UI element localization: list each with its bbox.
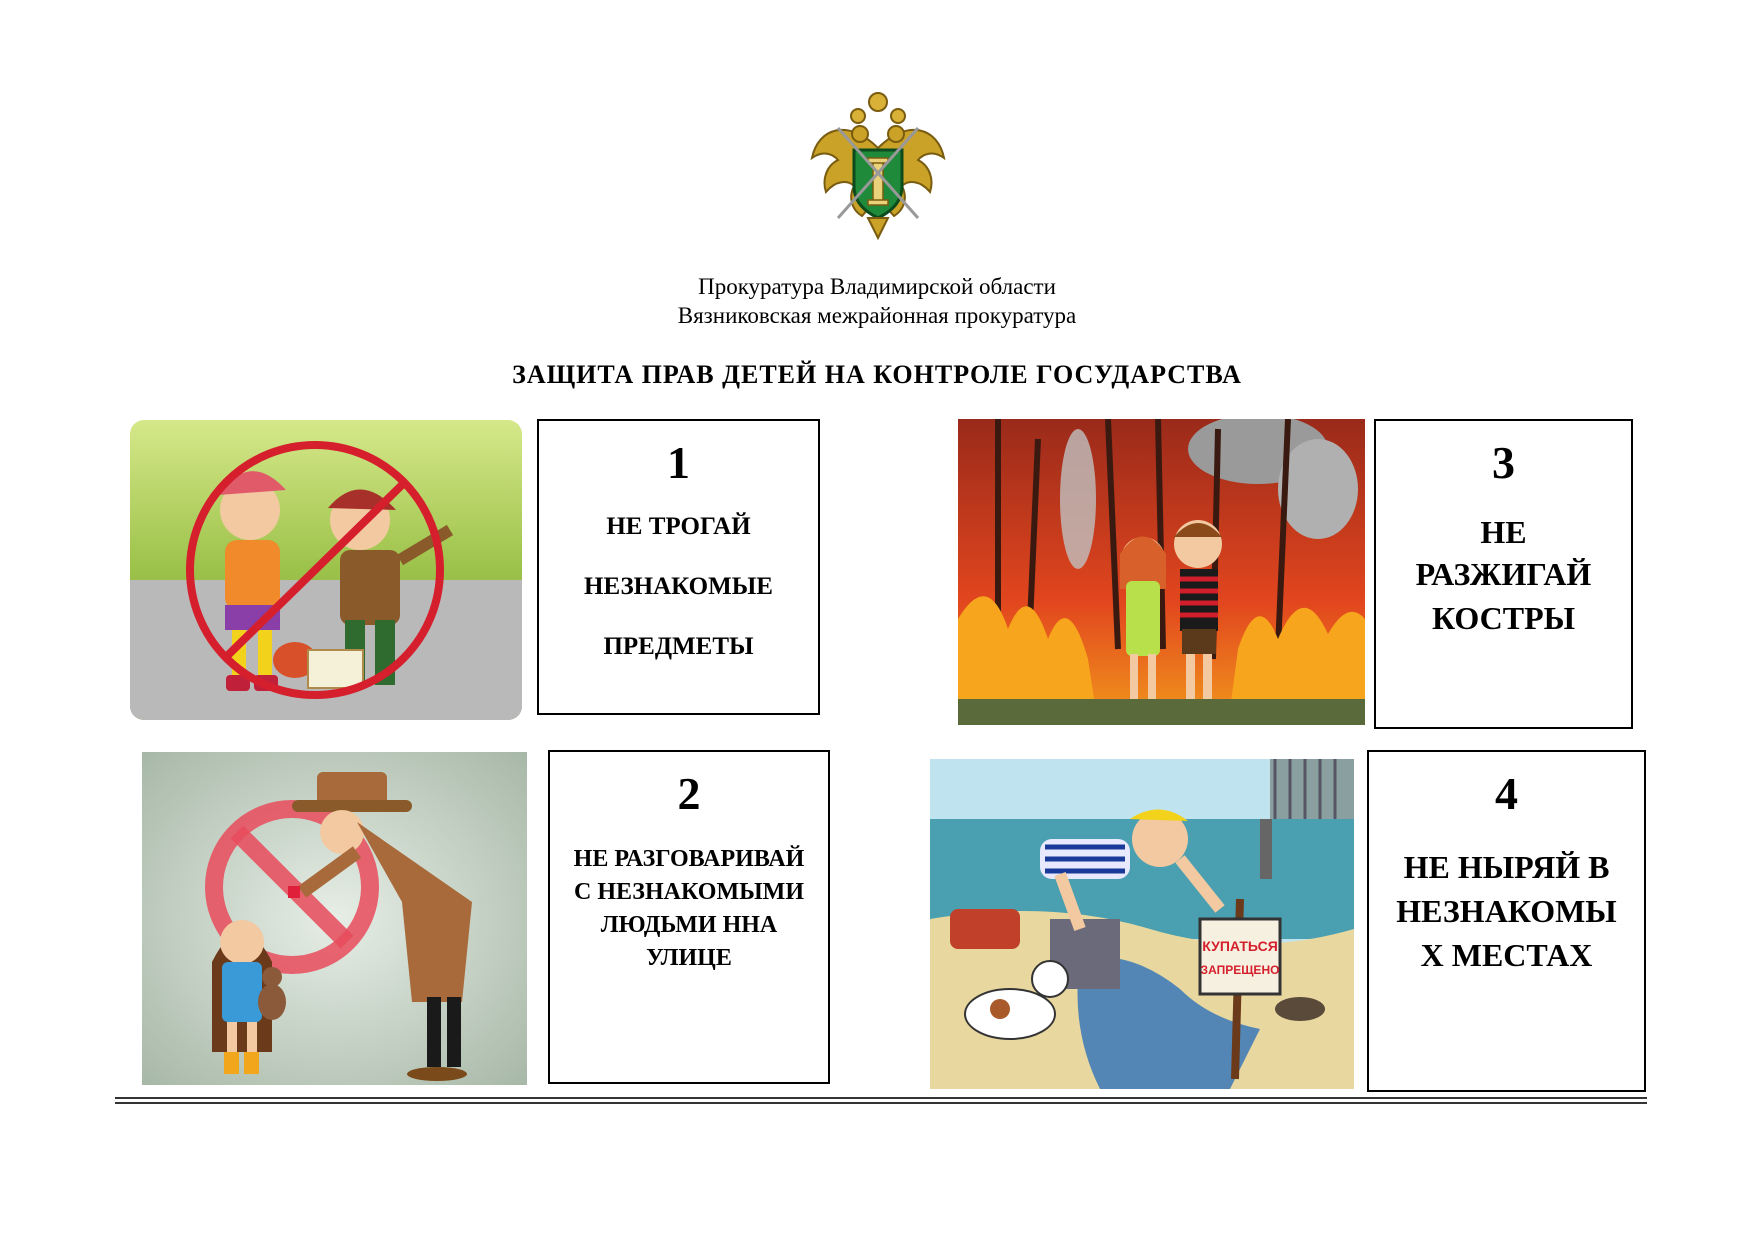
bottom-divider-bottom xyxy=(115,1102,1647,1104)
header-line-2: Вязниковская межрайонная прокуратура xyxy=(677,303,1077,328)
rule-text-1-line-2: НЕЗНАКОМЫЕ xyxy=(584,573,773,600)
bottom-divider-top xyxy=(115,1097,1647,1099)
rule-number-1: 1 xyxy=(667,437,690,488)
illustration-no-diving xyxy=(930,759,1354,1089)
rule-text-3-line-2: РАЗЖИГАЙ xyxy=(1415,556,1592,592)
sign-line-1: КУПАТЬСЯ xyxy=(1202,938,1278,954)
header-line-1: Прокуратура Владимирской области xyxy=(698,274,1056,299)
rule-text-3-line-3: КОСТРЫ xyxy=(1431,600,1576,636)
rule-text-4-line-3: Х МЕСТАХ xyxy=(1420,937,1593,973)
rule-card-3 xyxy=(1374,419,1633,729)
prosecutor-emblem xyxy=(808,88,948,243)
rule-text-2-line-1: НЕ РАЗГОВАРИВАЙ xyxy=(573,846,805,872)
rule-number-3: 3 xyxy=(1492,437,1515,488)
rule-text-1-line-3: ПРЕДМЕТЫ xyxy=(603,633,754,660)
rule-card-4 xyxy=(1367,750,1646,1092)
rule-card-1 xyxy=(537,419,820,715)
sign-line-2: ЗАПРЕЩЕНО xyxy=(1200,963,1280,977)
rule-text-4-line-1: НЕ НЫРЯЙ В xyxy=(1403,849,1610,885)
rule-number-2: 2 xyxy=(677,768,701,819)
illustration-unknown-objects xyxy=(130,420,522,720)
rule-text-2-line-3: ЛЮДЬМИ ННА xyxy=(600,912,778,938)
rule-number-4: 4 xyxy=(1495,768,1518,819)
rule-text-2-line-4: УЛИЦЕ xyxy=(646,945,732,971)
illustration-forest-fire xyxy=(958,419,1365,725)
rule-card-2 xyxy=(548,750,830,1084)
page-title: ЗАЩИТА ПРАВ ДЕТЕЙ НА КОНТРОЛЕ ГОСУДАРСТВА xyxy=(512,360,1242,389)
rule-text-4-line-2: НЕЗНАКОМЫ xyxy=(1396,893,1617,929)
rule-text-2-line-2: С НЕЗНАКОМЫМИ xyxy=(574,879,804,905)
illustration-stranger-candy xyxy=(142,752,527,1085)
rule-text-3-line-1: НЕ xyxy=(1480,514,1527,550)
rule-text-1-line-1: НЕ ТРОГАЙ xyxy=(606,513,751,540)
